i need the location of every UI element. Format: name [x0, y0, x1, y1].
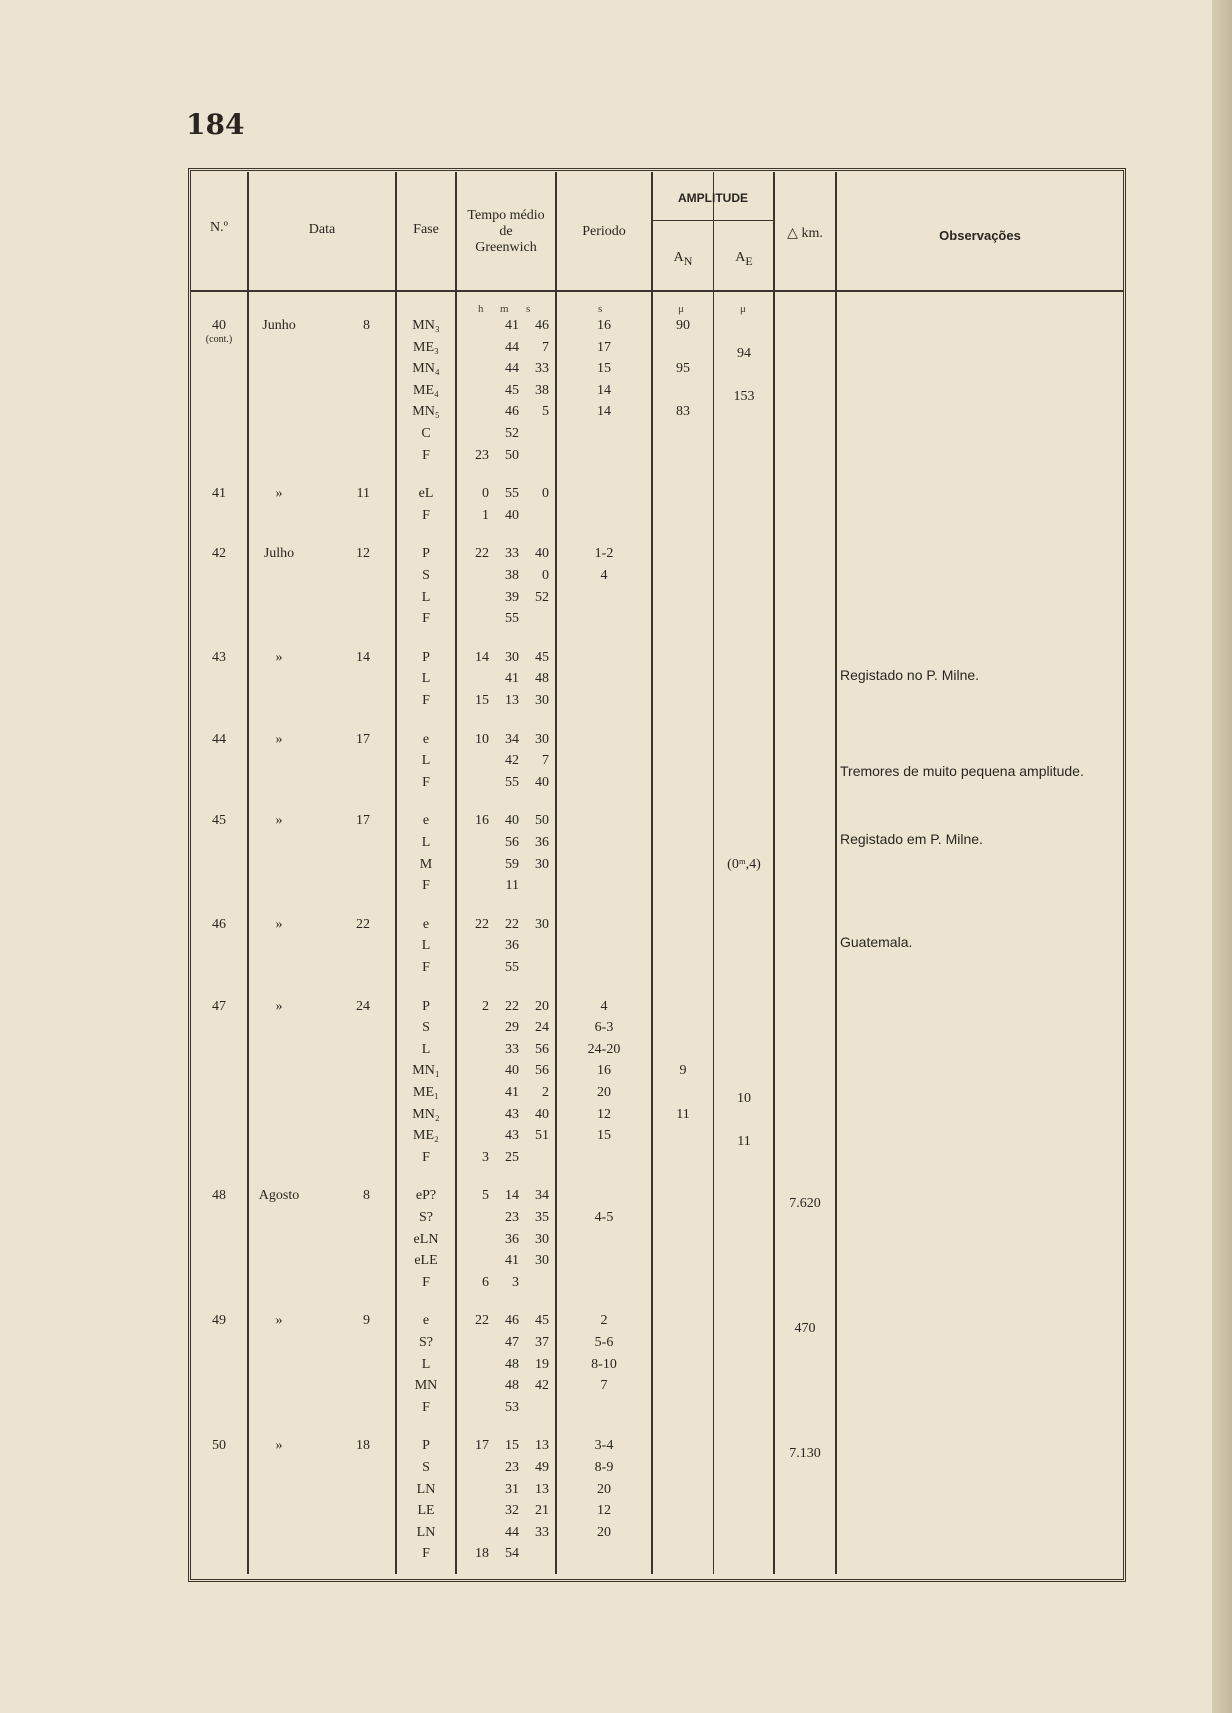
period: 8-10 [591, 1356, 617, 1372]
phase: P [422, 546, 430, 562]
time-m: 44 [505, 339, 519, 355]
header-ae-sub: E [745, 253, 753, 268]
period: 5-6 [594, 1335, 614, 1350]
event-number: 46 [212, 916, 226, 932]
time-m: 55 [505, 774, 519, 790]
header-tempo [457, 208, 555, 256]
phase: S [422, 1020, 430, 1036]
period: 2 [600, 1313, 608, 1329]
event-month: Agosto [258, 1188, 300, 1204]
time-m: 43 [505, 1106, 519, 1122]
time-m: 48 [505, 1378, 519, 1394]
event-day: 18 [356, 1438, 370, 1454]
time-m: 48 [505, 1356, 519, 1372]
header-rule [191, 290, 1123, 292]
period: 6-3 [594, 1020, 614, 1036]
page-edge [1212, 0, 1232, 1713]
event-month: Junho [262, 318, 296, 333]
event-number: 48 [212, 1188, 226, 1204]
period: 4 [600, 568, 608, 583]
event-number: 50 [212, 1438, 226, 1454]
time-h: 14 [475, 649, 489, 665]
period: 7 [600, 1378, 608, 1394]
time-m: 41 [505, 1253, 519, 1269]
time-h: 22 [475, 916, 489, 932]
amplitude-e: 153 [733, 388, 755, 404]
time-m: 33 [505, 546, 519, 562]
time-s: 46 [535, 318, 549, 333]
col-rule-obs [835, 172, 837, 1574]
time-m: 22 [505, 998, 519, 1014]
period: 14 [597, 382, 611, 398]
period: 3-4 [594, 1438, 614, 1454]
period: 4-5 [594, 1210, 614, 1225]
amplitude-e: (0ᵐ,4) [727, 856, 761, 872]
time-m: 56 [505, 835, 519, 850]
event-month: » [275, 916, 283, 932]
event-observation: Guatemala. [840, 934, 913, 951]
period: 15 [597, 361, 611, 377]
header-data: Data [308, 222, 336, 237]
page-number: 184 [186, 108, 245, 141]
phase: ME₃ [413, 339, 439, 355]
time-m: 29 [505, 1020, 519, 1036]
phase: S [422, 1460, 430, 1475]
header-an-sub: N [683, 253, 693, 268]
phase: P [422, 998, 430, 1014]
phase: P [422, 1438, 430, 1454]
time-m: 45 [505, 382, 519, 398]
event-observation: Registado no P. Milne. [840, 667, 980, 684]
event-month: » [275, 486, 283, 502]
phase: LN [416, 1524, 436, 1540]
header-delta-km: △ km. [787, 226, 823, 241]
time-h: 3 [482, 1149, 489, 1165]
period: 4 [600, 998, 608, 1014]
time-m: 41 [505, 1085, 519, 1100]
period: 16 [597, 318, 611, 333]
time-m: 14 [505, 1188, 519, 1204]
header-amplitude: AMPLITUDE [678, 191, 748, 205]
time-s: 0 [542, 486, 549, 502]
event-number: 45 [212, 813, 226, 829]
time-m: 30 [505, 649, 519, 665]
time-s: 30 [535, 1253, 549, 1269]
time-m: 44 [505, 361, 519, 377]
event-day: 12 [356, 546, 370, 562]
event-observation: Tremores de muito pequena amplitude. [840, 762, 1084, 779]
col-rule-ae [713, 172, 714, 1574]
event-day: 17 [356, 813, 370, 829]
time-m: 13 [505, 693, 519, 708]
phase: F [422, 878, 430, 894]
event-day: 8 [363, 318, 370, 333]
header-ae [715, 250, 773, 269]
time-s: 49 [535, 1460, 549, 1475]
period: 8-9 [594, 1460, 614, 1475]
time-s: 42 [535, 1378, 549, 1394]
time-m: 34 [505, 731, 519, 747]
time-h: 15 [475, 693, 489, 708]
time-s: 13 [535, 1481, 549, 1497]
amplitude-n: 83 [676, 404, 690, 420]
time-s: 2 [542, 1085, 549, 1100]
time-m: 46 [505, 404, 519, 420]
header-ae-letter: A [735, 250, 746, 265]
event-month: » [275, 731, 283, 747]
time-m: 55 [505, 611, 519, 627]
time-s: 52 [535, 589, 549, 605]
period: 20 [597, 1524, 611, 1540]
event-delta-km: 7.620 [789, 1196, 821, 1212]
period: 1-2 [594, 546, 614, 562]
phase: F [422, 960, 430, 975]
header-fase: Fase [413, 222, 439, 237]
header-periodo: Periodo [582, 224, 626, 239]
event-number: 41 [212, 486, 226, 502]
time-m: 46 [505, 1313, 519, 1329]
event-day: 22 [356, 916, 370, 932]
time-m: 52 [505, 426, 519, 441]
time-h: 10 [475, 731, 489, 747]
period: 20 [597, 1085, 611, 1100]
event-month: » [275, 1438, 283, 1454]
phase: LE [417, 1503, 435, 1519]
time-h: 1 [482, 507, 489, 523]
event-number: 49 [212, 1313, 226, 1329]
phase: F [422, 1149, 430, 1165]
col-rule-tempo [455, 172, 457, 1574]
phase: L [421, 671, 431, 687]
phase: F [422, 693, 430, 708]
phase: F [422, 1546, 430, 1562]
phase: eLE [414, 1253, 438, 1269]
phase: F [422, 447, 430, 463]
phase: F [422, 1274, 430, 1290]
period: 24-20 [587, 1041, 621, 1057]
phase: P [422, 649, 430, 665]
phase: LN [416, 1481, 436, 1497]
time-m: 54 [505, 1546, 519, 1562]
time-m: 47 [505, 1335, 519, 1350]
event-day: 17 [356, 731, 370, 747]
time-m: 25 [505, 1149, 519, 1165]
phase: MN₄ [412, 361, 440, 377]
phase: F [422, 774, 430, 790]
phase: ME₁ [413, 1085, 439, 1100]
time-m: 55 [505, 486, 519, 502]
unit-ae-mu: μ [740, 303, 746, 315]
header-an [653, 250, 713, 269]
phase: M [419, 856, 433, 872]
event-day: 11 [356, 486, 370, 502]
time-m: 23 [505, 1210, 519, 1225]
time-m: 53 [505, 1399, 519, 1415]
event-day: 14 [356, 649, 370, 665]
time-s: 34 [535, 1188, 549, 1204]
time-m: 41 [505, 318, 519, 333]
time-m: 36 [505, 938, 519, 954]
unit-an-mu: μ [678, 303, 684, 315]
amplitude-e: 11 [737, 1134, 751, 1150]
time-m: 11 [505, 878, 519, 894]
amplitude-e: 10 [737, 1091, 751, 1106]
time-h: 18 [475, 1546, 489, 1562]
phase: MN₁ [412, 1063, 440, 1079]
col-rule-an [651, 172, 653, 1574]
col-rule-data [247, 172, 249, 1574]
phase: e [422, 916, 430, 932]
time-s: 24 [535, 1020, 549, 1036]
phase: L [421, 835, 431, 850]
time-m: 50 [505, 447, 519, 463]
time-s: 40 [535, 1106, 549, 1122]
time-s: 45 [535, 649, 549, 665]
event-month: » [275, 1313, 283, 1329]
event-month: » [275, 649, 283, 665]
time-s: 30 [535, 731, 549, 747]
event-day: 24 [356, 998, 370, 1014]
time-m: 31 [505, 1481, 519, 1497]
header-no: N.º [210, 220, 228, 235]
time-s: 19 [535, 1356, 549, 1372]
time-m: 55 [505, 960, 519, 975]
phase: F [422, 611, 430, 627]
event-number: 43 [212, 649, 226, 665]
phase: MN₃ [412, 318, 440, 333]
time-m: 3 [512, 1274, 519, 1290]
event-observation: Registado em P. Milne. [840, 831, 983, 847]
phase: L [421, 1356, 431, 1372]
time-s: 30 [535, 916, 549, 932]
time-m: 32 [505, 1503, 519, 1519]
amplitude-rule [651, 220, 775, 224]
table-frame [188, 168, 1126, 1582]
phase: ME₄ [413, 382, 439, 398]
phase: eL [418, 486, 434, 502]
time-s: 45 [535, 1313, 549, 1329]
unit-m: m [500, 303, 509, 315]
time-m: 39 [505, 589, 519, 605]
time-s: 20 [535, 998, 549, 1014]
phase: eP? [415, 1188, 437, 1204]
time-s: 30 [535, 856, 549, 872]
phase: e [422, 813, 430, 829]
time-m: 33 [505, 1041, 519, 1057]
amplitude-n: 9 [679, 1063, 687, 1079]
event-month: » [275, 998, 283, 1014]
time-s: 37 [535, 1335, 549, 1350]
phase: ME₂ [413, 1128, 439, 1144]
time-s: 40 [535, 546, 549, 562]
event-day: 9 [363, 1313, 370, 1329]
event-day: 8 [363, 1188, 370, 1204]
phase: e [422, 1313, 430, 1329]
time-m: 23 [505, 1460, 519, 1475]
time-s: 35 [535, 1210, 549, 1225]
event-month: » [275, 813, 283, 829]
time-s: 33 [535, 1524, 549, 1540]
period: 12 [597, 1106, 611, 1122]
header-tempo-line2: de [499, 224, 513, 239]
time-h: 16 [475, 813, 489, 829]
event-number: 47 [212, 998, 226, 1014]
time-m: 40 [505, 1063, 519, 1079]
col-rule-delta [773, 172, 775, 1574]
time-s: 30 [535, 693, 549, 708]
time-s: 50 [535, 813, 549, 829]
time-h: 22 [475, 1313, 489, 1329]
time-s: 7 [542, 753, 549, 769]
time-s: 21 [535, 1503, 549, 1519]
phase: F [422, 507, 430, 523]
time-s: 33 [535, 361, 549, 377]
time-s: 38 [535, 382, 549, 398]
amplitude-n: 95 [676, 361, 690, 377]
time-h: 23 [475, 447, 489, 463]
time-h: 22 [475, 546, 489, 562]
event-delta-km: 7.130 [789, 1446, 821, 1462]
event-month: Julho [263, 546, 295, 562]
event-number: 40 [212, 318, 226, 333]
phase: S [422, 568, 430, 583]
time-m: 43 [505, 1128, 519, 1144]
phase: L [421, 753, 431, 769]
time-s: 36 [535, 835, 549, 850]
time-m: 22 [505, 916, 519, 932]
phase: L [421, 1041, 431, 1057]
amplitude-n: 90 [676, 318, 690, 333]
event-delta-km: 470 [794, 1321, 816, 1337]
event-number: 42 [212, 546, 226, 562]
header-an-letter: A [673, 250, 684, 265]
time-m: 59 [505, 856, 519, 872]
event-number: 44 [212, 731, 226, 747]
header-observacoes: Observações [939, 228, 1021, 243]
time-h: 17 [475, 1438, 489, 1454]
phase: C [421, 426, 431, 441]
amplitude-e: 94 [737, 345, 751, 361]
time-m: 44 [505, 1524, 519, 1540]
time-m: 15 [505, 1438, 519, 1454]
phase: e [422, 731, 430, 747]
time-s: 56 [535, 1063, 549, 1079]
phase: MN [414, 1378, 438, 1394]
time-s: 40 [535, 774, 549, 790]
header-tempo-line3: Greenwich [475, 240, 537, 255]
phase: S? [419, 1210, 433, 1225]
time-m: 41 [505, 671, 519, 687]
unit-s: s [526, 303, 531, 315]
phase: L [421, 589, 431, 605]
unit-h: h [478, 303, 484, 315]
period: 20 [597, 1481, 611, 1497]
time-s: 56 [535, 1041, 549, 1057]
time-h: 5 [482, 1188, 489, 1204]
header-tempo-line1: Tempo médio [467, 208, 545, 223]
period: 16 [597, 1063, 611, 1079]
time-h: 6 [482, 1274, 489, 1290]
phase: MN₅ [412, 404, 440, 420]
time-h: 2 [482, 998, 489, 1014]
time-m: 40 [505, 813, 519, 829]
phase: S? [419, 1335, 433, 1350]
event-number-note: (cont.) [205, 334, 233, 345]
phase: L [421, 938, 431, 954]
time-s: 30 [535, 1231, 549, 1247]
amplitude-n: 11 [676, 1106, 690, 1122]
time-m: 42 [505, 753, 519, 769]
time-h: 0 [482, 486, 489, 502]
time-s: 5 [542, 404, 549, 420]
time-m: 36 [505, 1231, 519, 1247]
period: 17 [597, 339, 611, 355]
time-s: 0 [542, 568, 549, 583]
time-s: 7 [542, 339, 549, 355]
period: 12 [597, 1503, 611, 1519]
time-s: 13 [535, 1438, 549, 1454]
time-s: 48 [535, 671, 549, 687]
time-s: 51 [535, 1128, 549, 1144]
time-m: 40 [505, 507, 519, 523]
phase: eLN [413, 1231, 439, 1247]
period: 14 [597, 404, 611, 420]
period: 15 [597, 1128, 611, 1144]
phase: F [422, 1399, 430, 1415]
phase: MN₂ [412, 1106, 440, 1122]
time-m: 38 [505, 568, 519, 583]
unit-periodo-s: s [598, 303, 603, 315]
